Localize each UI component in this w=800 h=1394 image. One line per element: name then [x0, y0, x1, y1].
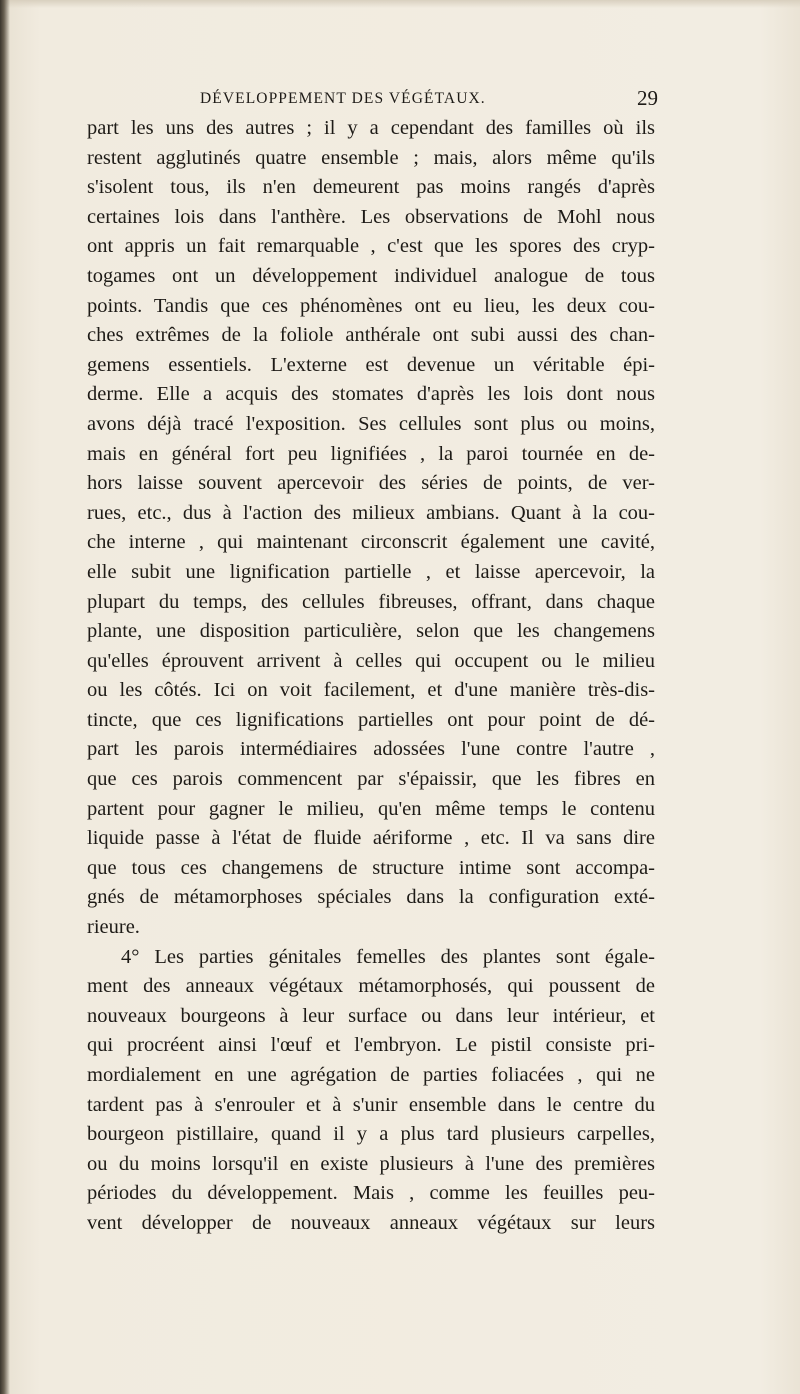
text-line: mais en général fort peu lignifiées , la paroi tournée en de-	[87, 442, 655, 465]
binding-edge	[0, 0, 10, 1394]
paragraph-start-line: 4° Les parties génitales femelles des plantes sont égale-	[121, 945, 655, 968]
text-line: part les uns des autres ; il y a cependant des familles où ils	[87, 117, 655, 139]
running-head: DÉVELOPPEMENT DES VÉGÉTAUX.	[200, 90, 486, 107]
text-line: hors laisse souvent apercevoir des séries de points, de ver-	[87, 472, 655, 495]
text-line: points. Tandis que ces phénomènes ont eu lieu, les deux cou-	[87, 294, 655, 317]
text-line: bourgeon pistillaire, quand il y a plus tard plusieurs carpelles,	[87, 1123, 655, 1146]
text-line: liquide passe à l'état de fluide aériforme , etc. Il va sans dire	[87, 827, 655, 850]
text-line: que tous ces changemens de structure intime sont accompa-	[87, 856, 655, 879]
text-line: avons déjà tracé l'exposition. Ses cellules sont plus ou moins,	[87, 412, 655, 435]
text-line: plante, une disposition particulière, selon que les changemens	[87, 620, 655, 643]
text-line: ou du moins lorsqu'il en existe plusieurs à l'une des premières	[87, 1152, 655, 1175]
text-line: qu'elles éprouvent arrivent à celles qui occupent ou le milieu	[87, 649, 655, 672]
text-line: ment des anneaux végétaux métamorphosés, qui poussent de	[87, 975, 655, 998]
text-line: ches extrêmes de la foliole anthérale ont subi aussi des chan-	[87, 324, 655, 347]
text-line: que ces parois commencent par s'épaissir, que les fibres en	[87, 768, 655, 791]
page-number: 29	[637, 86, 658, 110]
text-line: mordialement en une agrégation de parties foliacées , qui ne	[87, 1064, 655, 1086]
text-line: certaines lois dans l'anthère. Les observations de Mohl nous	[87, 205, 655, 228]
text-line: che interne , qui maintenant circonscrit également une cavité,	[87, 531, 655, 554]
text-line: ou les côtés. Ici on voit facilement, et d'une manière très-dis-	[87, 679, 655, 702]
text-line: derme. Elle a acquis des stomates d'après les lois dont nous	[87, 383, 655, 406]
text-line: elle subit une lignification partielle , et laisse apercevoir, la	[87, 560, 655, 583]
text-line: part les parois intermédiaires adossées l'une contre l'autre ,	[87, 738, 655, 761]
page-header	[200, 86, 658, 116]
text-line: rues, etc., dus à l'action des milieux ambians. Quant à la cou-	[87, 501, 655, 524]
text-line: qui procréent ainsi l'œuf et l'embryon. Le pistil consiste pri-	[87, 1034, 655, 1057]
text-line: périodes du développement. Mais , comme les feuilles peu-	[87, 1182, 655, 1205]
body-text	[87, 114, 655, 1239]
text-line: tardent pas à s'enrouler et à s'unir ensemble dans le centre du	[87, 1093, 655, 1116]
page-top-edge	[0, 0, 800, 8]
text-line: plupart du temps, des cellules fibreuses, offrant, dans chaque	[87, 590, 655, 613]
text-line: togames ont un développement individuel analogue de tous	[87, 264, 655, 287]
text-line: nouveaux bourgeons à leur surface ou dans leur intérieur, et	[87, 1004, 655, 1027]
text-line: ont appris un fait remarquable , c'est que les spores des cryp-	[87, 235, 655, 258]
text-line: restent agglutinés quatre ensemble ; mais, alors même qu'ils	[87, 146, 655, 169]
text-line: tincte, que ces lignifications partielles ont pour point de dé-	[87, 708, 655, 731]
text-line: vent développer de nouveaux anneaux végétaux sur leurs	[87, 1211, 655, 1234]
text-line: partent pour gagner le milieu, qu'en même temps le contenu	[87, 797, 655, 820]
text-line: s'isolent tous, ils n'en demeurent pas moins rangés d'après	[87, 176, 655, 199]
text-line: gemens essentiels. L'externe est devenue un véritable épi-	[87, 353, 655, 376]
text-line: rieure.	[87, 916, 140, 939]
text-line: gnés de métamorphoses spéciales dans la configuration exté-	[87, 886, 655, 909]
